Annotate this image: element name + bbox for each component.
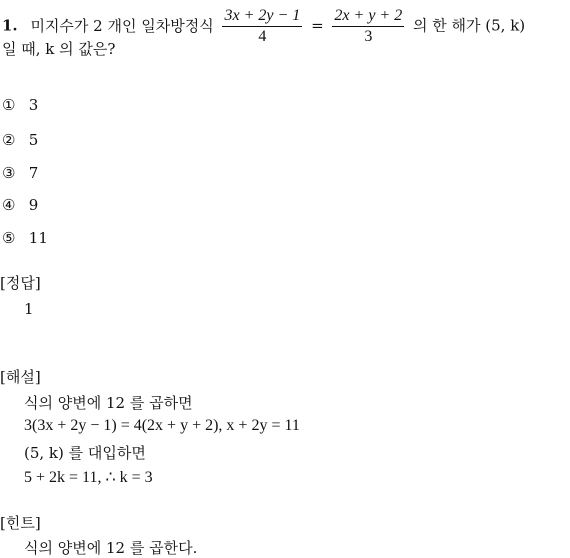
explanation-line-4: 5 + 2k = 11, ∴ k = 3 [24, 469, 153, 486]
choice-mark: ④ [2, 196, 16, 214]
choice-mark: ⑤ [2, 229, 16, 247]
choice-value: 7 [28, 164, 39, 182]
choice-1[interactable] [2, 96, 38, 114]
choice-value: 3 [28, 96, 39, 114]
problem-line-2: 일 때, k 의 값은? [2, 40, 116, 58]
explanation-line-2: 3(3x + 2y − 1) = 4(2x + y + 2), x + 2y = 11 [24, 417, 300, 434]
choice-mark: ① [2, 96, 16, 114]
answer-label: [정답] [0, 274, 41, 292]
fraction-1-numerator: 3x + 2y − 1 [222, 6, 302, 27]
choice-3[interactable] [2, 164, 38, 182]
problem-text-after: 의 한 해가 (5, k) [413, 16, 526, 35]
explanation-label: [해설] [0, 368, 41, 386]
choice-4[interactable] [2, 196, 38, 214]
fraction-2-denominator: 3 [364, 28, 373, 45]
explanation-line-3: (5, k) 를 대입하면 [24, 444, 146, 462]
choice-value: 11 [28, 229, 48, 247]
choice-2[interactable] [2, 131, 38, 149]
answer-value: 1 [24, 300, 34, 318]
fraction-2-numerator: 2x + y + 2 [332, 6, 404, 27]
fraction-1-denominator: 4 [258, 28, 267, 45]
hint-text: 식의 양변에 12 를 곱한다. [24, 539, 198, 557]
problem-number: 1. [2, 16, 18, 35]
fraction-1 [222, 6, 302, 47]
choice-mark: ② [2, 131, 16, 149]
choice-5[interactable] [2, 229, 48, 247]
choice-mark: ③ [2, 164, 16, 182]
equals-sign: = [311, 16, 324, 35]
explanation-line-1: 식의 양변에 12 를 곱하면 [24, 394, 193, 412]
hint-label: [힌트] [0, 514, 41, 532]
choice-value: 5 [28, 131, 39, 149]
problem-text-before: 미지수가 2 개인 일차방정식 [30, 16, 214, 35]
choice-value: 9 [28, 196, 39, 214]
fraction-2 [332, 6, 404, 47]
